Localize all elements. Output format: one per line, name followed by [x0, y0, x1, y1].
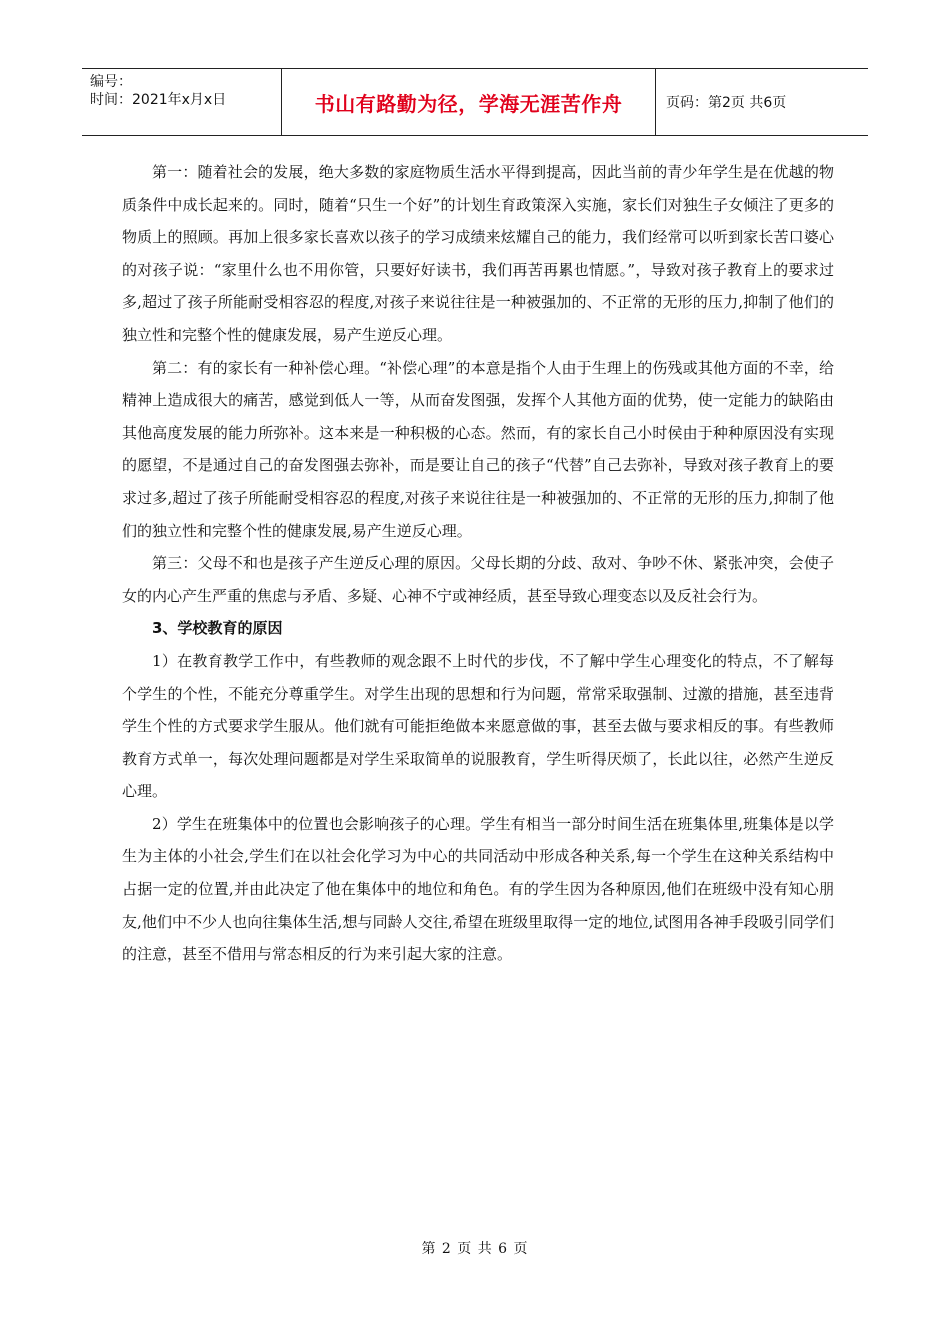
section-heading-school-education: 3、学校教育的原因 [152, 619, 283, 638]
paragraph-first-reason: 第一：随着社会的发展，绝大多数的家庭物质生活水平得到提高，因此当前的青少年学生是在优越的物质条件中成长起来的。同时，随着“只生一个好”的计划生育政策深入实施，家长们对独生子女倾注了更多的物质上的照顾。再加上很多家长喜欢以孩子的学习成绩来炫耀自己的能力，我们经常可以听到家长苦口婆心的对孩子说：“家里什么也不用你管，只要好好读书，我们再苦再累也情愿。”，导致对孩子教育上的要求过多,超过了孩子所能耐受相容忍的程度,对孩子来说往往是一种被强加的、不正常的无形的压力,抑制了他们的独立性和完整个性的健康发展，易产生逆反心理。 [122, 163, 834, 344]
paragraph-school-point-2: 2）学生在班集体中的位置也会影响孩子的心理。学生有相当一部分时间生活在班集体里,班集体是以学生为主体的小社会,学生们在以社会化学习为中心的共同活动中形成各种关系,每一个学生在这种关系结构中占据一定的位置,并由此决定了他在集体中的地位和角色。有的学生因为各种原因,他们在班级中没有知心朋友,他们中不少人也向往集体生活,想与同龄人交往,希望在班级里取得一定的地位,试图用各神手段吸引同学们的注意，甚至不借用与常态相反的行为来引起大家的注意。 [122, 814, 834, 964]
page-header [82, 68, 868, 136]
header-motto: 书山有路勤为径，学海无涯苦作舟 [282, 69, 656, 135]
document-number-label: 编号： [90, 74, 132, 90]
paragraph-third-reason: 第三：父母不和也是孩子产生逆反心理的原因。父母长期的分歧、敌对、争吵不休、紧张冲突，会使子女的内心产生严重的焦虑与矛盾、多疑、心神不宁或神经质，甚至导致心理变态以及反社会行为。 [122, 554, 834, 605]
header-meta [82, 69, 282, 135]
document-date-label: 时间：2021年x月x日 [90, 92, 227, 108]
document-body [122, 156, 834, 971]
header-page-info: 页码：第2页 共6页 [666, 95, 787, 111]
page-footer: 第 2 页 共 6 页 [421, 1241, 529, 1257]
paragraph-second-reason: 第二：有的家长有一种补偿心理。“补偿心理”的本意是指个人由于生理上的伤残或其他方面的不幸，给精神上造成很大的痛苦，感觉到低人一等，从而奋发图强，发挥个人其他方面的优势，使一定能力的缺陷由其他高度发展的能力所弥补。这本来是一种积极的心态。然而，有的家长自己小时侯由于种种原因没有实现的愿望，不是通过自己的奋发图强去弥补，而是要让自己的孩子“代替”自己去弥补，导致对孩子教育上的要求过多,超过了孩子所能耐受相容忍的程度,对孩子来说往往是一种被强加的、不正常的无形的压力,抑制了他们的独立性和完整个性的健康发展,易产生逆反心理。 [122, 358, 834, 540]
paragraph-school-point-1: 1）在教育教学工作中，有些教师的观念跟不上时代的步伐，不了解中学生心理变化的特点，不了解每个学生的个性，不能充分尊重学生。对学生出现的思想和行为问题，常常采取强制、过激的措施，甚至违背学生个性的方式要求学生服从。他们就有可能拒绝做本来愿意做的事，甚至去做与要求相反的事。有些教师教育方式单一，每次处理问题都是对学生采取简单的说服教育，学生听得厌烦了，长此以往，必然产生逆反心理。 [122, 651, 834, 801]
